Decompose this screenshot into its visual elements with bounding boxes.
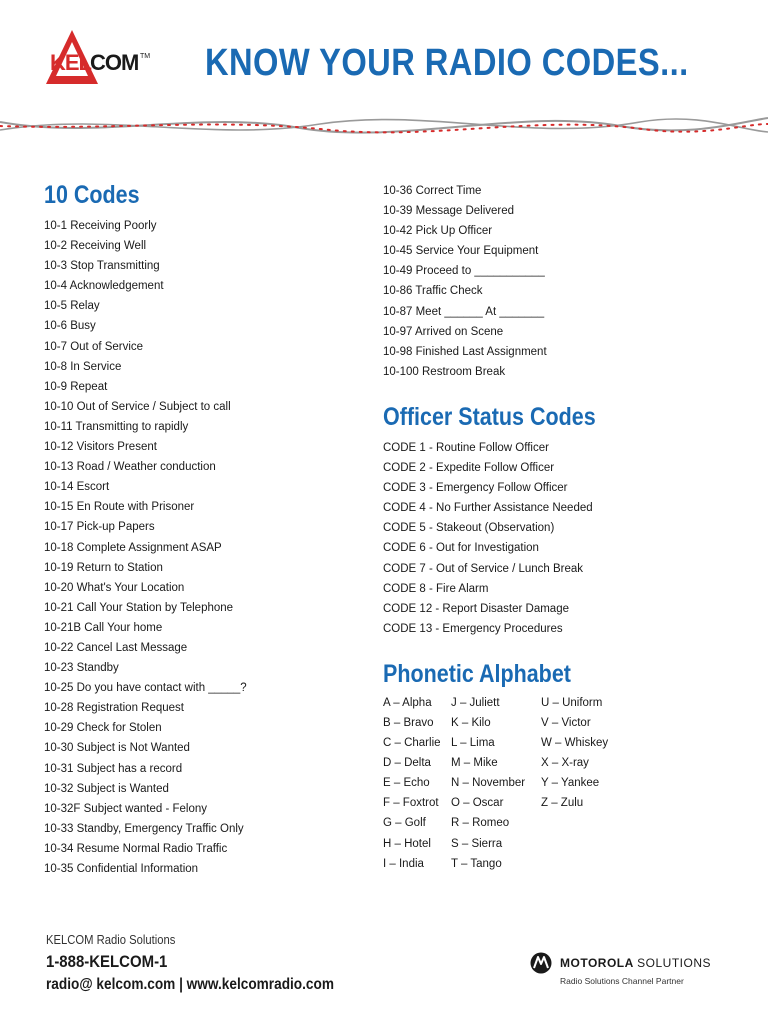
code-item: 10-36 Correct Time (383, 185, 482, 197)
code-item: 10-87 Meet ______ At _______ (383, 305, 545, 318)
officer-code-item: CODE 5 - Stakeout (Observation) (383, 522, 555, 535)
phonetic-item: X – X-ray (541, 757, 589, 770)
ten-codes-continued-list (383, 181, 753, 382)
code-item: 10-34 Resume Normal Radio Traffic (44, 842, 228, 855)
motorola-name: MOTOROLA SOLUTIONS (560, 956, 712, 970)
code-item: 10-100 Restroom Break (383, 365, 506, 378)
code-item: 10-12 Visitors Present (44, 441, 157, 454)
phonetic-item: I – India (383, 857, 424, 870)
phonetic-item: O – Oscar (451, 797, 504, 810)
phonetic-title: Phonetic Alphabet (383, 659, 571, 688)
svg-text:TM: TM (140, 53, 151, 60)
footer (46, 930, 373, 996)
phonetic-item: U – Uniform (541, 696, 603, 709)
motorola-batwing-icon (530, 952, 552, 974)
motorola-tagline: Radio Solutions Channel Partner (560, 976, 684, 986)
code-item: 10-1 Receiving Poorly (44, 220, 157, 232)
code-item: 10-19 Return to Station (44, 561, 163, 574)
code-item: 10-17 Pick-up Papers (44, 521, 155, 534)
code-item: 10-3 Stop Transmitting (44, 260, 160, 273)
phonetic-item: T – Tango (451, 857, 502, 870)
ten-codes-section (44, 180, 364, 879)
code-item: 10-4 Acknowledgement (44, 280, 164, 293)
code-item: 10-45 Service Your Equipment (383, 245, 539, 258)
phonetic-item: K – Kilo (451, 716, 491, 729)
code-item: 10-39 Message Delivered (383, 205, 515, 218)
code-item: 10-25 Do you have contact with _____? (44, 682, 247, 695)
phonetic-item: B – Bravo (383, 716, 434, 729)
phonetic-column-2 (451, 693, 541, 874)
code-item: 10-23 Standby (44, 662, 119, 675)
phonetic-item: N – November (451, 777, 526, 790)
phonetic-item: S – Sierra (451, 837, 503, 850)
code-item: 10-15 En Route with Prisoner (44, 501, 195, 514)
code-item: 10-21 Call Your Station by Telephone (44, 601, 234, 614)
phonetic-alphabet (383, 693, 753, 874)
code-item: 10-35 Confidential Information (44, 863, 199, 875)
code-item: 10-14 Escort (44, 481, 110, 494)
phonetic-item: F – Foxtrot (383, 797, 439, 810)
phonetic-item: C – Charlie (383, 737, 441, 750)
code-item: 10-98 Finished Last Assignment (383, 345, 547, 358)
code-item: 10-86 Traffic Check (383, 285, 483, 298)
phonetic-item: G – Golf (383, 817, 426, 830)
phonetic-item: M – Mike (451, 757, 498, 770)
phonetic-item: J – Juliett (451, 696, 500, 709)
code-item: 10-5 Relay (44, 300, 100, 313)
phonetic-item: R – Romeo (451, 817, 510, 830)
officer-code-item: CODE 1 - Routine Follow Officer (383, 441, 549, 454)
ten-codes-title: 10 Codes (44, 181, 140, 209)
code-item: 10-28 Registration Request (44, 702, 184, 715)
code-item: 10-33 Standby, Emergency Traffic Only (44, 822, 244, 835)
code-item: 10-32 Subject is Wanted (44, 782, 169, 795)
phonetic-item: H – Hotel (383, 837, 431, 850)
officer-code-item: CODE 8 - Fire Alarm (383, 582, 489, 595)
phonetic-column-1 (383, 693, 451, 874)
officer-code-item: CODE 3 - Emergency Follow Officer (383, 482, 568, 495)
code-item: 10-32F Subject wanted - Felony (44, 802, 208, 815)
code-item: 10-97 Arrived on Scene (383, 325, 504, 338)
phonetic-item: L – Lima (451, 737, 495, 750)
officer-status-list (383, 438, 753, 639)
decorative-wave (0, 100, 768, 155)
motorola-partner-logo (530, 952, 740, 997)
phonetic-item: D – Delta (383, 757, 431, 770)
kelcom-logo (42, 28, 182, 90)
phonetic-item: A – Alpha (383, 696, 432, 709)
code-item: 10-6 Busy (44, 320, 96, 333)
officer-code-item: CODE 7 - Out of Service / Lunch Break (383, 562, 584, 575)
footer-phone: 1-888-KELCOM-1 (46, 952, 168, 971)
code-item: 10-42 Pick Up Officer (383, 225, 493, 238)
code-item: 10-20 What's Your Location (44, 581, 185, 594)
kelcom-logo-icon (42, 28, 182, 90)
code-item: 10-9 Repeat (44, 380, 108, 393)
officer-code-item: CODE 13 - Emergency Procedures (383, 622, 563, 635)
footer-company: KELCOM Radio Solutions (46, 933, 176, 947)
officer-status-title: Officer Status Codes (383, 402, 596, 431)
code-item: 10-30 Subject is Not Wanted (44, 742, 190, 755)
code-item: 10-11 Transmitting to rapidly (44, 420, 189, 433)
code-item: 10-8 In Service (44, 360, 122, 373)
phonetic-item: E – Echo (383, 777, 430, 790)
code-item: 10-13 Road / Weather conduction (44, 461, 216, 474)
code-item: 10-49 Proceed to ___________ (383, 265, 545, 278)
svg-text:COM: COM (90, 50, 139, 75)
page-title: KNOW YOUR RADIO CODES... (205, 42, 689, 84)
phonetic-item: Y – Yankee (541, 777, 600, 790)
code-item: 10-29 Check for Stolen (44, 722, 162, 735)
phonetic-column-3 (541, 693, 631, 874)
officer-code-item: CODE 12 - Report Disaster Damage (383, 602, 569, 615)
footer-contact: radio@ kelcom.com | www.kelcomradio.com (46, 976, 334, 993)
code-item: 10-22 Cancel Last Message (44, 641, 188, 654)
code-item: 10-31 Subject has a record (44, 762, 183, 775)
phonetic-item: Z – Zulu (541, 797, 584, 810)
officer-code-item: CODE 4 - No Further Assistance Needed (383, 502, 593, 515)
right-column (383, 180, 753, 874)
code-item: 10-18 Complete Assignment ASAP (44, 541, 222, 554)
officer-code-item: CODE 6 - Out for Investigation (383, 542, 539, 555)
code-item: 10-2 Receiving Well (44, 240, 147, 253)
phonetic-item: W – Whiskey (541, 737, 609, 750)
code-item: 10-7 Out of Service (44, 340, 144, 353)
phonetic-item: V – Victor (541, 716, 591, 729)
svg-text:KEL: KEL (50, 50, 91, 75)
officer-code-item: CODE 2 - Expedite Follow Officer (383, 462, 555, 475)
header (0, 0, 768, 170)
code-item: 10-10 Out of Service / Subject to call (44, 400, 231, 413)
ten-codes-list (44, 216, 364, 879)
code-item: 10-21B Call Your home (44, 621, 163, 634)
